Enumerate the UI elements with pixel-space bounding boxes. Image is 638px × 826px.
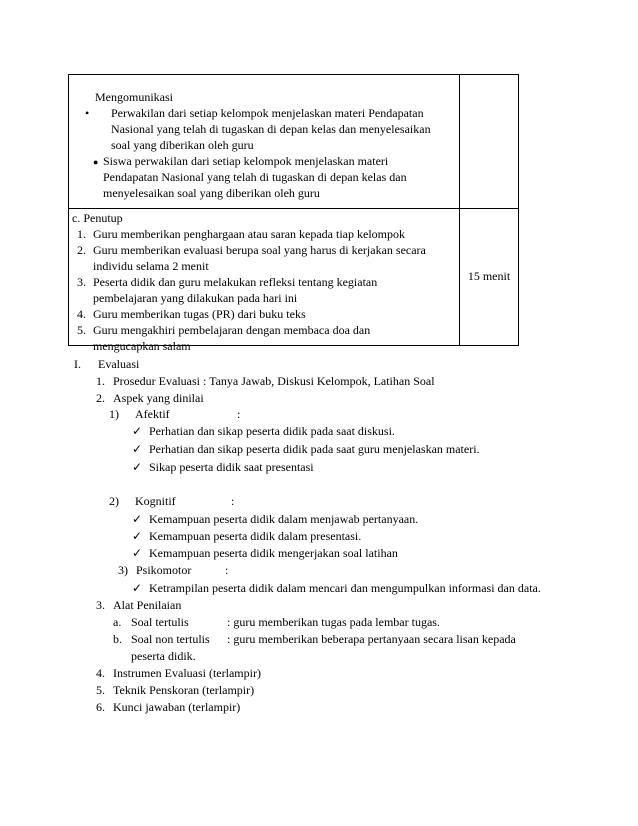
colon: : xyxy=(237,407,241,421)
list-item: Guru memberikan evaluasi berupa soal yang harus di kerjakan secara xyxy=(93,243,426,257)
tool-desc: : guru memberikan beberapa pertanyaan secara lisan kepada xyxy=(227,632,516,646)
check-item: Kemampuan peserta didik mengerjakan soal latihan xyxy=(149,546,398,560)
list-number: 4. xyxy=(77,307,86,321)
list-number: 2. xyxy=(96,391,105,405)
section-heading: c. Penutup xyxy=(72,211,123,225)
activity-cell xyxy=(69,209,460,353)
list-item: Aspek yang dinilai xyxy=(113,391,204,405)
check-item: Perhatian dan sikap peserta didik pada saat diskusi. xyxy=(149,424,395,438)
section-number: I. xyxy=(74,357,81,371)
check-icon: ✓ xyxy=(132,460,143,474)
time-cell xyxy=(460,209,519,346)
check-item: Sikap peserta didik saat presentasi xyxy=(149,460,314,474)
aspect-label: Afektif xyxy=(135,407,170,421)
check-item: Kemampuan peserta didik dalam menjawab pertanyaan. xyxy=(149,512,419,526)
table-row xyxy=(69,75,519,209)
check-icon: ✓ xyxy=(132,512,143,526)
check-icon: ✓ xyxy=(132,581,143,595)
list-number: 1. xyxy=(77,227,86,241)
colon: : xyxy=(231,494,235,508)
sub-number: 3) xyxy=(118,563,128,577)
tool-label: Soal non tertulis xyxy=(131,632,210,646)
bullet-icon: ● xyxy=(93,157,99,167)
check-item: Kemampuan peserta didik dalam presentasi. xyxy=(149,529,362,543)
activity-cell xyxy=(69,75,460,209)
tool-label: Soal tertulis xyxy=(131,615,189,629)
colon: : xyxy=(225,563,229,577)
list-item: Teknik Penskoran (terlampir) xyxy=(113,683,255,697)
lesson-steps-table xyxy=(68,74,519,353)
list-item: Kunci jawaban (terlampir) xyxy=(113,700,241,714)
table-row xyxy=(69,209,519,346)
aspect-label: Kognitif xyxy=(135,494,176,508)
list-item: Guru memberikan tugas (PR) dari buku teks xyxy=(93,307,306,321)
list-item: Instrumen Evaluasi (terlampir) xyxy=(113,666,261,680)
list-item: Peserta didik dan guru melakukan refleksi tentang kegiatan xyxy=(93,275,378,289)
list-item: Guru memberikan penghargaan atau saran kepada tiap kelompok xyxy=(93,227,405,241)
list-item: Guru mengakhiri pembelajaran dengan membaca doa dan xyxy=(93,323,371,337)
tool-desc-cont: peserta didik. xyxy=(131,649,196,663)
list-number: 3. xyxy=(96,598,105,612)
step-title: Mengomunikasi xyxy=(95,90,173,104)
list-number: 3. xyxy=(77,275,86,289)
list-item: Alat Penilaian xyxy=(113,598,182,612)
check-item: Ketrampilan peserta didik dalam mencari dan mengumpulkan informasi dan data. xyxy=(149,581,541,595)
check-icon: ✓ xyxy=(132,424,143,438)
bullet-icon: • xyxy=(85,106,90,120)
list-number: 2. xyxy=(77,243,86,257)
check-item: Perhatian dan sikap peserta didik pada saat guru menjelaskan materi. xyxy=(149,442,480,456)
time-cell xyxy=(460,75,519,209)
list-number: 5. xyxy=(77,323,86,337)
sub-letter: b. xyxy=(113,632,122,646)
aspect-label: Psikomotor xyxy=(136,563,192,577)
check-icon: ✓ xyxy=(132,529,143,543)
sub-number: 1) xyxy=(109,407,119,421)
list-item: Prosedur Evaluasi : Tanya Jawab, Diskusi Kelompok, Latihan Soal xyxy=(113,374,435,388)
list-item-cont: pembelajaran yang dilakukan pada hari ini xyxy=(93,291,298,305)
section-title: Evaluasi xyxy=(98,357,140,371)
list-number: 6. xyxy=(96,700,105,714)
duration-text: 15 menit xyxy=(467,269,511,283)
list-number: 4. xyxy=(96,666,105,680)
list-number: 1. xyxy=(96,374,105,388)
list-number: 5. xyxy=(96,683,105,697)
sub-number: 2) xyxy=(109,494,119,508)
sub-letter: a. xyxy=(113,615,122,629)
list-item-cont: mengucapkan salam xyxy=(93,339,191,353)
list-item-cont: individu selama 2 menit xyxy=(93,259,209,273)
bullet-text: Siswa perwakilan dari setiap kelompok menjelaskan materi Pendapatan Nasional yang telah di tugaskan di depan kelas dan menyelesaikan soal yang diberikan oleh guru xyxy=(103,154,407,200)
bullet-text: Perwakilan dari setiap kelompok menjelaskan materi Pendapatan Nasional yang telah di tugaskan di depan kelas dan menyelesaikan soal yang diberikan oleh guru xyxy=(111,106,431,152)
check-icon: ✓ xyxy=(132,546,143,560)
tool-desc: : guru memberikan tugas pada lembar tugas. xyxy=(227,615,440,629)
check-icon: ✓ xyxy=(132,442,143,456)
